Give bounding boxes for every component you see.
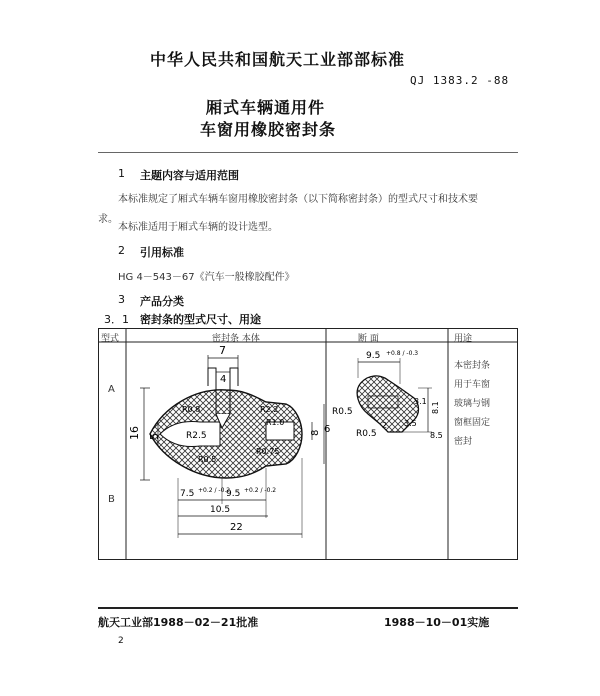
sec-dim-tol: +0.8 / -0.3	[386, 350, 419, 357]
dim-7-5: 7.5	[180, 489, 195, 499]
section-3-number: 3	[118, 293, 125, 306]
section-1-number: 1	[118, 167, 125, 180]
dim-8: 8	[310, 429, 321, 436]
section-1-paragraph-1b: 求。	[98, 214, 118, 225]
dim-10-5: 10.5	[210, 505, 231, 515]
seal-body-drawing	[128, 344, 330, 538]
section-1-paragraph-2: 本标准适用于厢式车辆的设计选型。	[118, 222, 278, 233]
sec-dim-8-5: 8.5	[430, 431, 443, 440]
dim-r10: R1.0	[266, 418, 285, 427]
table-header-seal: 密封条 本体	[212, 334, 260, 344]
use-line-3: 玻璃与钢	[454, 399, 491, 409]
section-drawing	[332, 350, 443, 440]
section-2-reference: HG 4－543－67《汽车一般橡胶配件》	[118, 272, 295, 283]
sec-dim-3-1: 3.1	[414, 397, 427, 406]
table-header-section: 断 面	[358, 334, 379, 344]
approval-date: 航天工业部1988－02－21批准	[98, 616, 259, 629]
dim-16: 16	[128, 426, 141, 440]
section-1-paragraph-1a: 本标准规定了厢式车辆车窗用橡胶密封条（以下简称密封条）的型式尺寸和技术要	[118, 194, 478, 205]
effective-date: 1988－10－01实施	[384, 616, 490, 629]
doc-title-line1: 厢式车辆通用件	[206, 98, 326, 117]
dim-9-5: 9.5	[226, 489, 241, 499]
sec-dim-3-5: 3.5	[404, 419, 417, 428]
dim-6: 6	[324, 424, 331, 435]
section-1-title: 主题内容与适用范围	[140, 169, 239, 182]
page-number: 2	[118, 636, 124, 646]
header-rule	[98, 152, 518, 153]
dim-4: 4	[220, 374, 227, 385]
dim-7: 7	[219, 344, 226, 357]
row-label-a: A	[108, 384, 115, 395]
sec-dim-r05b: R0.5	[356, 429, 377, 439]
table-header-use: 用途	[454, 334, 473, 344]
ministry-standard-title: 中华人民共和国航天工业部部标准	[150, 50, 406, 69]
section-3-title: 产品分类	[140, 295, 184, 308]
dim-r05: R0.5	[198, 455, 217, 464]
doc-title-line2: 车窗用橡胶密封条	[200, 120, 337, 139]
sec-dim-r05a: R0.5	[332, 407, 353, 417]
section-3-1-title: 密封条的型式尺寸、用途	[140, 313, 261, 326]
standard-code: QJ 1383.2 -88	[410, 74, 510, 87]
table-header-type: 型式	[101, 334, 120, 344]
row-label-b: B	[108, 494, 115, 505]
use-line-1: 本密封条	[454, 361, 491, 371]
dim-22: 22	[230, 522, 243, 533]
sec-dim-2: 2	[382, 421, 388, 430]
dim-r08: R0.8	[182, 405, 201, 414]
section-2-title: 引用标准	[140, 246, 184, 259]
sec-dim-9-5: 9.5	[366, 351, 381, 361]
section-2-number: 2	[118, 244, 125, 257]
sec-dim-8-1: 8.1	[431, 401, 440, 414]
section-3-1-number: 3．1	[104, 313, 129, 326]
use-line-2: 用于车窗	[454, 380, 491, 390]
use-line-4: 窗框固定	[454, 418, 491, 428]
dim-r075: R0.75	[256, 447, 280, 456]
dim-tol-1: +0.2 / -0.2	[198, 487, 231, 494]
use-line-5: 密封	[454, 437, 473, 447]
dim-r22: R2.2	[260, 405, 279, 414]
dim-r25: R2.5	[186, 431, 207, 441]
footer-rule	[98, 607, 518, 609]
dim-tol-2: +0.2 / -0.2	[244, 487, 277, 494]
dim-5: 5	[148, 433, 161, 440]
